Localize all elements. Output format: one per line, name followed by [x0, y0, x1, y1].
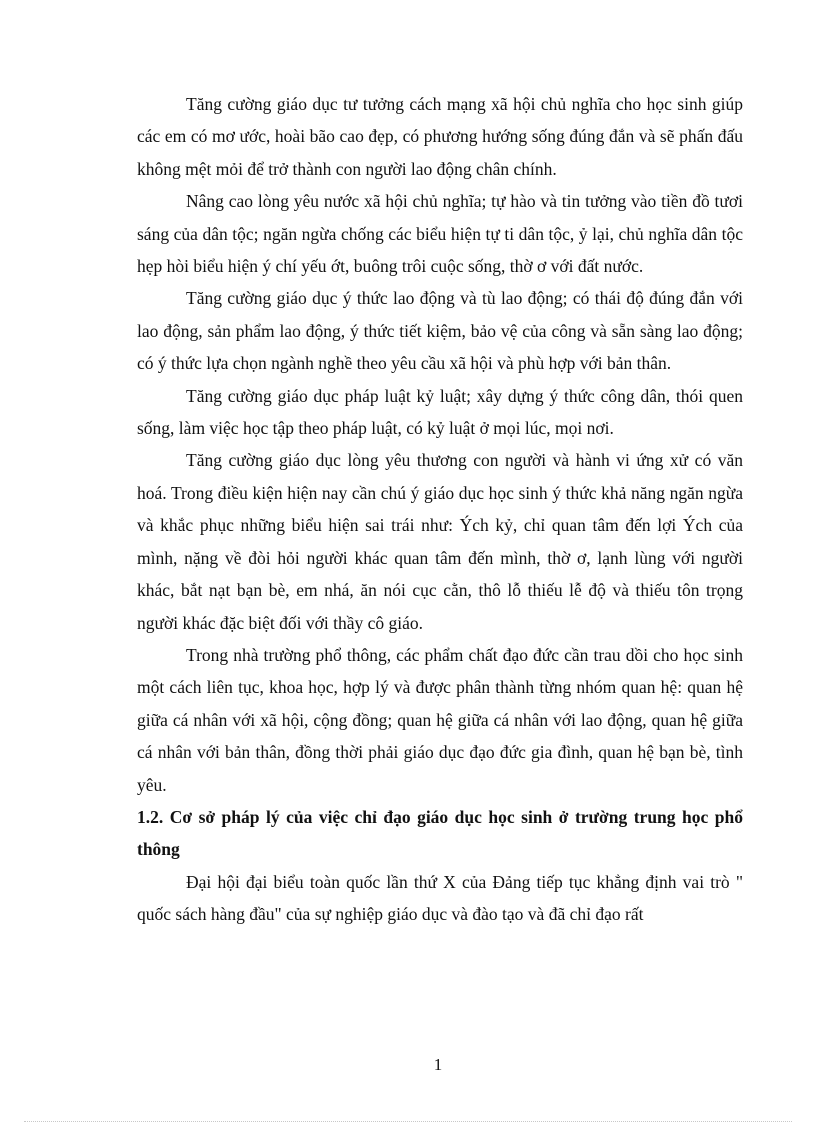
paragraph-law-discipline: Tăng cường giáo dục pháp luật kỷ luật; xây dựng ý thức công dân, thói quen sống, làm việc học tập theo pháp luật, có kỷ luật ở mọi lúc, mọi nơi.: [137, 385, 743, 439]
paragraph-humanity-behavior: Tăng cường giáo dục lòng yêu thương con người và hành vi ứng xử có văn hoá. Trong điều kiện hiện nay cần chú ý giáo dục học sinh ý thức khả năng ngăn ngừa và khắc phục những biểu hiện sai trái như: Ých kỷ, chỉ quan tâm đến lợi Ých của mình, nặng về đòi hỏi người khác quan tâm đến mình, thờ ơ, lạnh lùng với người khác, bắt nạt bạn bè, em nhá, ăn nói cục cằn, thô lỗ thiếu lễ độ và thiếu tôn trọng người khác đặc biệt đối với thầy cô giáo.: [137, 450, 743, 633]
paragraph-labor-awareness: Tăng cường giáo dục ý thức lao động và tù lao động; có thái độ đúng đắn với lao động, sản phẩm lao động, ý thức tiết kiệm, bảo vệ của công và sẵn sàng lao động; có ý thức lựa chọn ngành nghề theo yêu cầu xã hội và phù hợp với bản thân.: [137, 288, 743, 374]
page-body: [137, 88, 743, 931]
section-heading: 1.2. Cơ sở pháp lý của việc chỉ đạo giáo dục học sinh ở trường trung học phổ thông: [137, 806, 743, 860]
paragraph-patriotism: Nâng cao lòng yêu nước xã hội chủ nghĩa; tự hào và tin tưởng vào tiền đồ tươi sáng của dân tộc; ngăn ngừa chống các biểu hiện tự ti dân tộc, ỷ lại, chủ nghĩa dân tộc hẹp hòi biểu hiện ý chí yếu ớt, buông trôi cuộc sống, thờ ơ với đất nước.: [137, 191, 743, 277]
paragraph-political-ideology: Tăng cường giáo dục tư tưởng cách mạng xã hội chủ nghĩa cho học sinh giúp các em có mơ ước, hoài bão cao đẹp, có phương hướng sống đúng đắn và sẽ phấn đấu không mệt mỏi để trở thành con người lao động chân chính.: [137, 94, 743, 179]
paragraph-party-congress: Đại hội đại biểu toàn quốc lần thứ X của Đảng tiếp tục khẳng định vai trò " quốc sách hàng đầu" của sự nghiệp giáo dục và đào tạo và đã chỉ đạo rất: [137, 871, 743, 925]
paragraph-moral-relations: Trong nhà trường phổ thông, các phẩm chất đạo đức cần trau dồi cho học sinh một cách liên tục, khoa học, hợp lý và được phân thành từng nhóm quan hệ: quan hệ giữa cá nhân với xã hội, cộng đồng; quan hệ giữa cá nhân với lao động, quan hệ giữa cá nhân với bản thân, đồng thời phải giáo dục đạo đức gia đình, quan hệ bạn bè, tình yêu.: [137, 644, 743, 795]
page-number: 1: [433, 1055, 443, 1074]
page-edge-divider: [24, 1121, 792, 1122]
